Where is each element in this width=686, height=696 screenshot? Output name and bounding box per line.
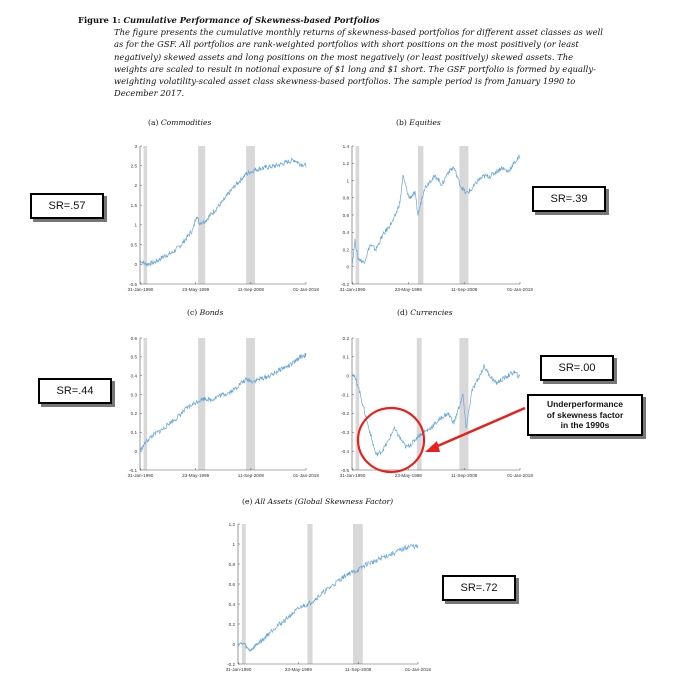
x-tick-label: 23-May-1999 bbox=[284, 667, 312, 672]
x-tick-label: 11-Sep-2008 bbox=[451, 473, 478, 478]
sr-box-commodities: SR=.57 bbox=[30, 193, 104, 219]
y-tick-label: 0.6 bbox=[228, 581, 235, 587]
figure-title: Cumulative Performance of Skewness-based Portfolios bbox=[123, 15, 380, 25]
y-tick-label: 0 bbox=[346, 264, 349, 270]
x-tick-label: 23-May-1999 bbox=[394, 473, 422, 478]
figure-label: Figure 1: bbox=[78, 15, 121, 25]
x-tick-label: 01-Jan-2018 bbox=[507, 473, 533, 478]
y-tick-label: 0.2 bbox=[342, 247, 349, 253]
x-tick-label: 11-Sep-2008 bbox=[237, 287, 264, 292]
y-tick-label: 0 bbox=[346, 373, 349, 379]
y-tick-label: 0.8 bbox=[228, 561, 235, 567]
y-tick-label: 0 bbox=[134, 448, 137, 454]
x-tick-label: 31-Jan-1990 bbox=[339, 287, 366, 292]
y-tick-label: 0.3 bbox=[130, 392, 137, 398]
y-tick-label: -0.3 bbox=[341, 430, 349, 436]
sr-box-currencies: SR=.00 bbox=[540, 355, 614, 381]
y-tick-label: 1 bbox=[134, 222, 137, 228]
annotation-line: of skewness factor bbox=[546, 409, 624, 420]
panel-title: Bonds bbox=[199, 308, 224, 317]
annotation-line: in the 1990s bbox=[560, 420, 610, 430]
sr-box-bonds: SR=.44 bbox=[38, 378, 112, 404]
x-tick-label: 11-Sep-2008 bbox=[345, 667, 372, 672]
y-tick-label: -0.5 bbox=[341, 467, 349, 473]
sr-box-all-assets: SR=.72 bbox=[442, 575, 516, 601]
y-tick-label: 0.8 bbox=[342, 195, 349, 201]
y-tick-label: 0.2 bbox=[228, 621, 235, 627]
y-tick-label: -0.5 bbox=[129, 281, 137, 287]
y-tick-label: 0.6 bbox=[342, 212, 349, 218]
figure-caption-body: The figure presents the cumulative monthly returns of skewness-based portfolios for different asset classes as well as for the GSF. All portfolios are rank-weighted portfolios with short positions on the most positively (or least negatively) skewed assets and long positions on the most negatively (or least positively) skewed assets. The weights are scaled to result in notional exposure of $1 long and $1 short. The GSF portfolio is formed by equally-weighting volatility-scaled asset class skewness-based portfolios. The sample period is from January 1990 to December 2017. bbox=[114, 27, 603, 99]
y-tick-label: 0.6 bbox=[130, 335, 137, 341]
panel-title: All Assets (Global Skewness Factor) bbox=[254, 497, 394, 506]
y-tick-label: 1 bbox=[232, 541, 235, 547]
x-tick-label: 31-Jan-1990 bbox=[339, 473, 366, 478]
y-tick-label: 0.2 bbox=[130, 411, 137, 417]
y-tick-label: 1.2 bbox=[228, 521, 235, 527]
y-tick-label: 1.2 bbox=[342, 161, 349, 167]
y-tick-label: -0.1 bbox=[341, 392, 349, 398]
x-tick-label: 31-Jan-1990 bbox=[225, 667, 252, 672]
y-tick-label: 0 bbox=[232, 641, 235, 647]
y-tick-label: 0.2 bbox=[342, 335, 349, 341]
y-tick-label: 0.1 bbox=[130, 430, 137, 436]
panel-letter: (d) bbox=[397, 308, 408, 317]
highlight-circle bbox=[358, 408, 424, 472]
x-tick-label: 11-Sep-2008 bbox=[237, 473, 264, 478]
y-tick-label: -0.4 bbox=[341, 448, 349, 454]
y-tick-label: 2.5 bbox=[130, 163, 137, 169]
y-tick-label: -0.2 bbox=[227, 661, 235, 667]
y-tick-label: -0.2 bbox=[341, 281, 349, 287]
y-tick-label: -0.2 bbox=[341, 411, 349, 417]
annotation-line: Underperformance bbox=[546, 399, 624, 409]
panel-letter: (b) bbox=[396, 118, 407, 127]
annotation-arrow-head bbox=[425, 441, 440, 452]
x-tick-label: 31-Jan-1990 bbox=[127, 473, 154, 478]
y-tick-label: 1.4 bbox=[342, 143, 349, 149]
y-tick-label: -0.1 bbox=[129, 467, 137, 473]
annotation-arrow bbox=[433, 408, 525, 448]
panel-letter: (a) bbox=[148, 118, 159, 127]
panel-letter: (e) bbox=[242, 497, 253, 506]
sr-box-equities: SR=.39 bbox=[532, 186, 606, 212]
y-tick-label: 0.4 bbox=[342, 230, 349, 236]
panel-title: Currencies bbox=[410, 308, 453, 317]
panel-title: Commodities bbox=[160, 118, 212, 127]
x-tick-label: 23-May-1999 bbox=[182, 287, 210, 292]
x-tick-label: 01-Jan-2018 bbox=[293, 473, 319, 478]
y-tick-label: 1 bbox=[346, 178, 349, 184]
y-tick-label: 0.5 bbox=[130, 242, 137, 248]
panel-title: Equities bbox=[409, 118, 441, 127]
x-tick-label: 23-May-1999 bbox=[394, 287, 422, 292]
annotation-box bbox=[527, 394, 643, 436]
y-tick-label: 0.4 bbox=[130, 373, 137, 379]
x-tick-label: 01-Jan-2018 bbox=[293, 287, 319, 292]
x-tick-label: 23-May-1999 bbox=[182, 473, 210, 478]
y-tick-label: 2 bbox=[134, 183, 137, 189]
y-tick-label: 0 bbox=[134, 262, 137, 268]
y-tick-label: 0.1 bbox=[342, 354, 349, 360]
panel-letter: (c) bbox=[187, 308, 198, 317]
x-tick-label: 31-Jan-1990 bbox=[127, 287, 154, 292]
y-tick-label: 0.4 bbox=[228, 601, 235, 607]
y-tick-label: 3 bbox=[134, 143, 137, 149]
y-tick-label: 0.5 bbox=[130, 354, 137, 360]
y-tick-label: 1.5 bbox=[130, 202, 137, 208]
x-tick-label: 11-Sep-2008 bbox=[451, 287, 478, 292]
x-tick-label: 01-Jan-2018 bbox=[405, 667, 431, 672]
x-tick-label: 01-Jan-2018 bbox=[507, 287, 533, 292]
